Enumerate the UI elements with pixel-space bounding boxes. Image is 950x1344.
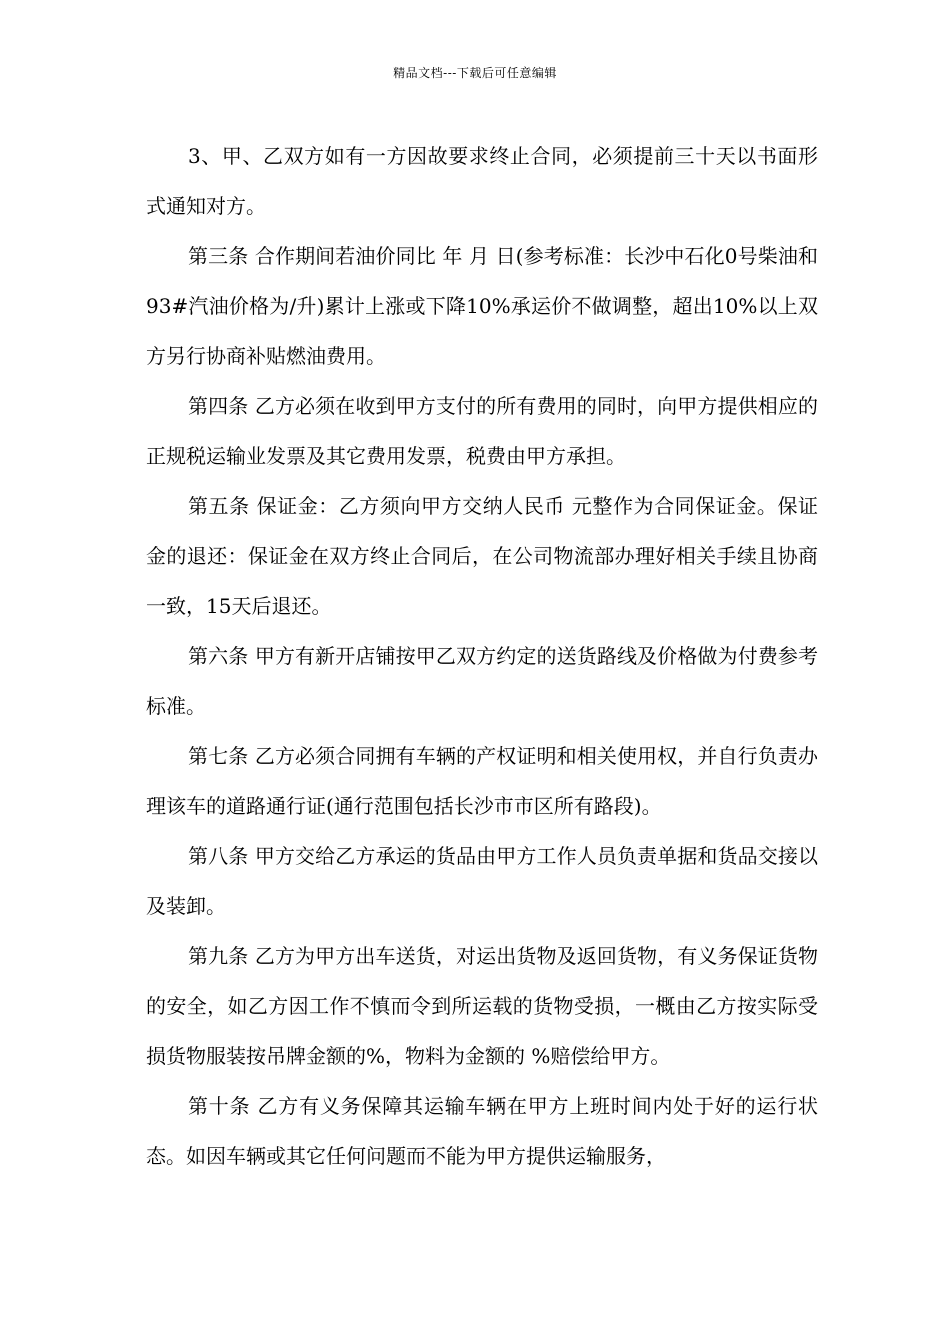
paragraph-article-5-deposit: 第五条 保证金：乙方须向甲方交纳人民币 元整作为合同保证金。保证金的退还：保证金在双方终止合同后，在公司物流部办理好相关手续且协商一致，15天后退还。 <box>146 494 818 618</box>
paragraph-article-7-vehicle-rights: 第七条 乙方必须合同拥有车辆的产权证明和相关使用权，并自行负责办理该车的道路通行证(通行范围包括长沙市市区所有路段)。 <box>146 744 818 818</box>
page-header: 精品文档---下载后可任意编辑 <box>393 66 557 80</box>
paragraph-article-6-new-stores: 第六条 甲方有新开店铺按甲乙双方约定的送货路线及价格做为付费参考标准。 <box>146 644 818 718</box>
paragraph-article-4-invoices: 第四条 乙方必须在收到甲方支付的所有费用的同时，向甲方提供相应的正规税运输业发票及其它费用发票，税费由甲方承担。 <box>146 394 818 468</box>
document-body <box>146 131 818 1181</box>
paragraph-article-8-handover: 第八条 甲方交给乙方承运的货品由甲方工作人员负责单据和货品交接以及装卸。 <box>146 844 818 918</box>
paragraph-clause-3-termination: 3、甲、乙双方如有一方因故要求终止合同，必须提前三十天以书面形式通知对方。 <box>146 144 818 218</box>
paragraph-article-9-cargo-safety: 第九条 乙方为甲方出车送货，对运出货物及返回货物，有义务保证货物的安全，如乙方因工作不慎而令到所运载的货物受损，一概由乙方按实际受损货物服装按吊牌金额的%，物料为金额的 %赔偿给甲方。 <box>146 944 818 1068</box>
paragraph-article-10-vehicle-condition: 第十条 乙方有义务保障其运输车辆在甲方上班时间内处于好的运行状态。如因车辆或其它任何问题而不能为甲方提供运输服务， <box>146 1094 818 1168</box>
paragraph-article-3-fuel-price: 第三条 合作期间若油价同比 年 月 日(参考标准：长沙中石化0号柴油和93#汽油价格为/升)累计上涨或下降10%承运价不做调整，超出10%以上双方另行协商补贴燃油费用。 <box>146 244 818 368</box>
